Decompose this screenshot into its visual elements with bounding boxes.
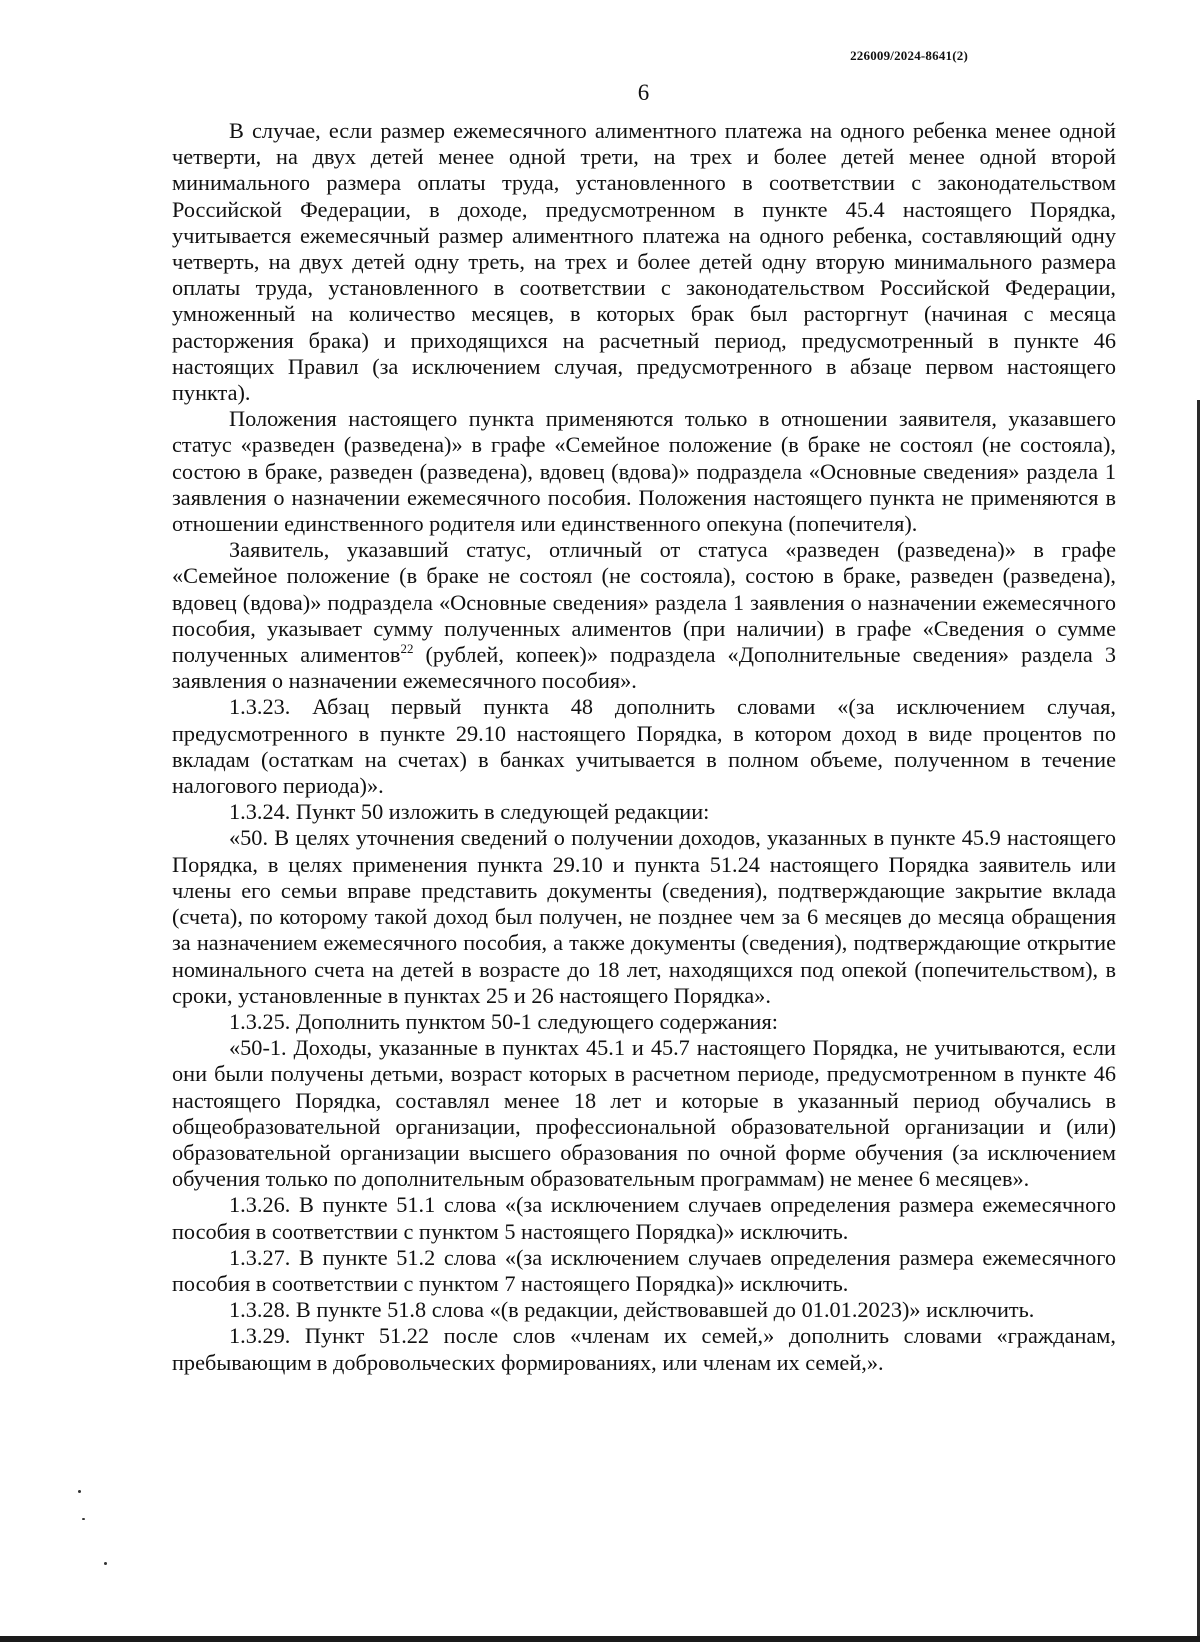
scan-speck: [78, 1490, 81, 1493]
paragraph-1-3-26: 1.3.26. В пункте 51.1 слова «(за исключением случаев определения размера ежемесячного пособия в соответствии с пунктом 5 настоящего Порядка)» исключить.: [172, 1192, 1116, 1244]
paragraph-1-3-23: 1.3.23. Абзац первый пункта 48 дополнить словами «(за исключением случая, предусмотренного в пункте 29.10 настоящего Порядка, в котором доход в виде процентов по вкладам (остаткам на счетах) в банках учитывается в полном объеме, полученном в течение налогового периода)».: [172, 694, 1116, 799]
page-number: 6: [637, 80, 650, 105]
paragraph-alimony-minimum: В случае, если размер ежемесячного алиментного платежа на одного ребенка менее одной четверти, на двух детей менее одной трети, на трех и более детей менее одной второй минимального размера оплаты труда, установленного в соответствии с законодательством Российской Федерации, в доходе, предусмотренном в пункте 45.4 настоящего Порядка, учитывается ежемесячный размер алиментного платежа на одного ребенка, составляющий одну четверть, на двух детей одну треть, на трех и более детей одну вторую минимального размера оплаты труда, установленного в соответствии с законодательством Российской Федерации, умноженный на количество месяцев, в которых брак был расторгнут (начиная с месяца расторжения брака) и приходящихся на расчетный период, предусмотренный в пункте 46 настоящих Правил (за исключением случая, предусмотренного в абзаце первом настоящего пункта).: [172, 118, 1116, 406]
paragraph-divorced-status-scope: Положения настоящего пункта применяются только в отношении заявителя, указавшего статус «разведен (разведена)» в графе «Семейное положение (в браке не состоял (не состояла), состою в браке, разведен (разведена), вдовец (вдова)» подраздела «Основные сведения» раздела 1 заявления о назначении ежемесячного пособия. Положения настоящего пункта не применяются в отношении единственного родителя или единственного опекуна (попечителя).: [172, 406, 1116, 537]
document-body: [172, 118, 1116, 1376]
paragraph-1-3-25: 1.3.25. Дополнить пунктом 50-1 следующего содержания:: [229, 1008, 778, 1034]
scan-border-bottom: [0, 1636, 1200, 1642]
paragraph-other-status-alimony: [172, 537, 1116, 694]
paragraph-1-3-29: 1.3.29. Пункт 51.22 после слов «членам их семей,» дополнить словами «гражданам, пребывающим в добровольческих формированиях, или членам их семей,».: [172, 1323, 1116, 1375]
paragraph-item-50: «50. В целях уточнения сведений о получении доходов, указанных в пункте 45.9 настоящего Порядка, в целях применения пункта 29.10 и пункта 51.24 настоящего Порядка заявитель или члены его семьи вправе представить документы (сведения), подтверждающие закрытие вклада (счета), по которому такой доход был получен, не позднее чем за 6 месяцев до месяца обращения за назначением ежемесячного пособия, а также документы (сведения), подтверждающие открытие номинального счета на детей в возрасте до 18 лет, находящихся под опекой (попечительством), в сроки, установленные в пунктах 25 и 26 настоящего Порядка».: [172, 825, 1116, 1008]
paragraph-text: (рублей, копеек)» подраздела «Дополнительные сведения» раздела 3 заявления о назначении ежемесячного пособия».: [172, 642, 1116, 694]
paragraph-text: Заявитель, указавший статус, отличный от статуса «разведен (разведена)» в графе «Семейное положение (в браке не состоял (не состояла), состою в браке, разведен (разведена), вдовец (вдова)» подраздела «Основные сведения» раздела 1 заявления о назначении ежемесячного пособия, указывает сумму полученных алиментов (при наличии) в графе «Сведения о сумме полученных алиментов: [172, 537, 1116, 668]
footnote-reference: 22: [400, 641, 414, 657]
scan-speck: [82, 1518, 85, 1520]
paragraph-1-3-24: 1.3.24. Пункт 50 изложить в следующей редакции:: [229, 799, 710, 825]
paragraph-1-3-27: 1.3.27. В пункте 51.2 слова «(за исключением случаев определения размера ежемесячного пособия в соответствии с пунктом 7 настоящего Порядка)» исключить.: [172, 1244, 1116, 1296]
scan-speck: [104, 1562, 107, 1565]
document-registration-number: 226009/2024-8641(2): [850, 48, 968, 63]
paragraph-item-50-1: «50-1. Доходы, указанные в пунктах 45.1 и 45.7 настоящего Порядка, не учитываются, если они были получены детьми, возраст которых в расчетном периоде, предусмотренном в пункте 46 настоящего Порядка, составлял менее 18 лет и которые в указанный период обучались в общеобразовательной организации, профессиональной образовательной организации и (или) образовательной организации высшего образования по очной форме обучения (за исключением обучения только по дополнительным образовательным программам) не менее 6 месяцев».: [172, 1035, 1116, 1192]
paragraph-1-3-28: 1.3.28. В пункте 51.8 слова «(в редакции, действовавшей до 01.01.2023)» исключить.: [229, 1297, 1035, 1323]
